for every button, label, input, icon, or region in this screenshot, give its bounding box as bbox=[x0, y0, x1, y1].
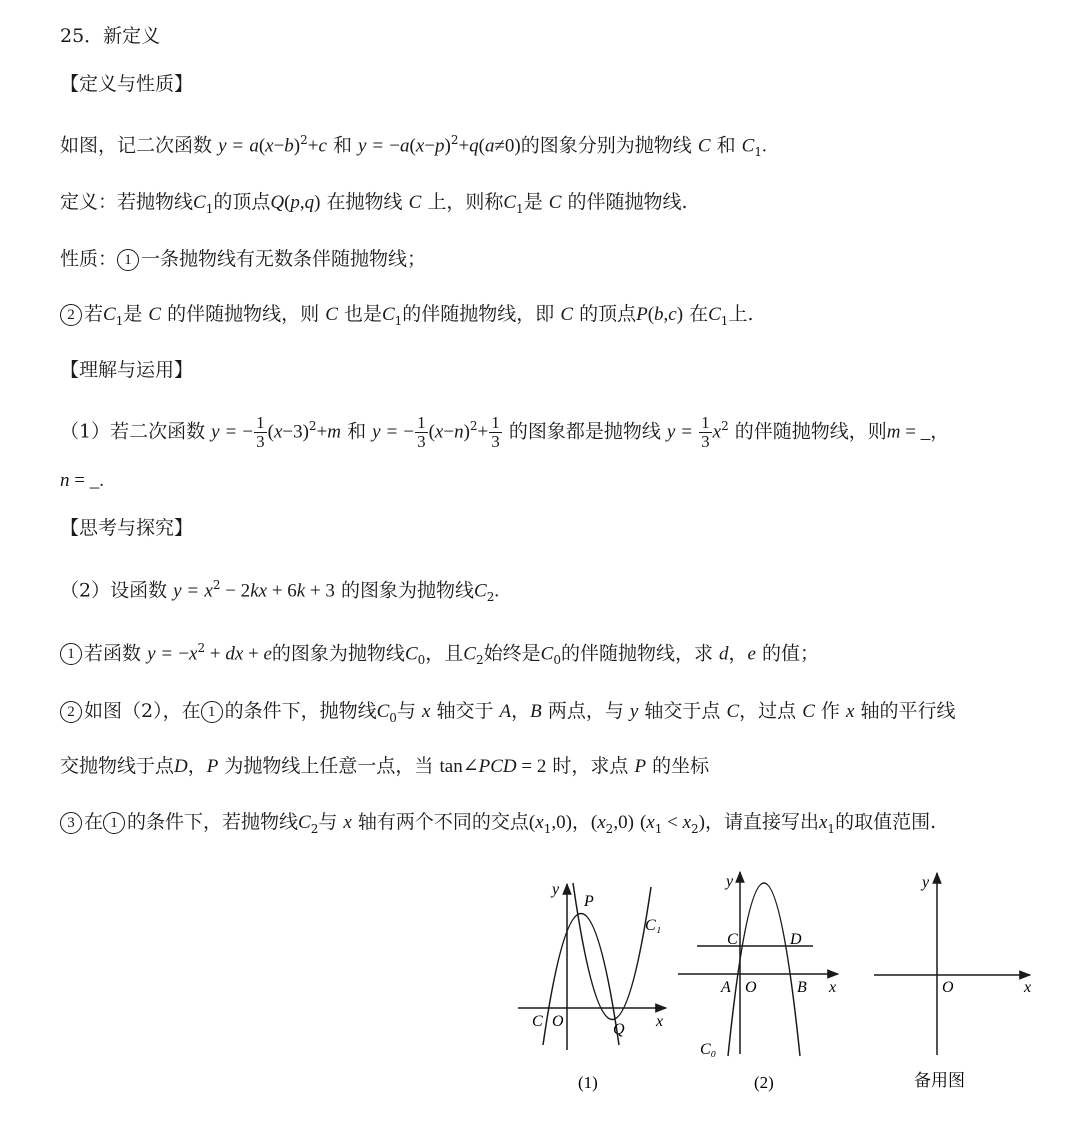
question-1: （1）若二次函数 y = − $\frac{1}{3}$ $(x-3)^2+m$ 和 y = − $\frac{1}{3}$ $(x-n)^2+$ $\frac{1}{3}$ 的图象都是抛物线 y = $\frac{1}{3}$ $x^2$ 的伴随抛物线，则m = _， bbox=[60, 412, 950, 451]
property-2: 2 若$C_1$是 C 的伴随抛物线，则 C 也是$C_1$的伴随抛物线，即 C 的顶点P(b,c) 在$C_1$上. bbox=[60, 300, 753, 335]
fig2-label-y: y bbox=[726, 873, 734, 890]
figure-1 bbox=[518, 883, 666, 1050]
question-2-part-3: 3 在 1 的条件下，若抛物线$C_2$与 x 轴有两个不同的交点$(x_1,0)$，$(x_2,0) (x_1 < x_2)$，请直接写出$x_1$的取值范围. bbox=[60, 808, 936, 843]
question-2-part-2-cont: 交抛物线于点D，P 为抛物线上任意一点，当 tan∠PCD = 2 时，求点 P 的坐标 bbox=[60, 755, 710, 777]
fig1-label-C: C bbox=[532, 1013, 543, 1030]
fig1-label-C1: C₁ bbox=[645, 917, 662, 934]
fig3-caption: 备用图 bbox=[914, 1071, 965, 1090]
fig1-caption: (1) bbox=[578, 1073, 598, 1092]
fig1-parabola-C1 bbox=[573, 883, 651, 1020]
intro-line: 如图，记二次函数 $y = a(x-b)^2+c$ 和 $y = -a(x-p)^2+q(a\ne 0)$的图象分别为抛物线 C 和 $C_1$. bbox=[60, 133, 767, 160]
question-2: （2）设函数 $y = x^2 - 2kx + 6k + 3$ 的图象为抛物线$C_2$. bbox=[60, 578, 500, 605]
fig3-label-y: y bbox=[922, 874, 930, 891]
question-1-cont: n = _. bbox=[60, 470, 104, 491]
fig2-caption: (2) bbox=[754, 1073, 774, 1092]
fig1-label-y: y bbox=[552, 881, 560, 898]
fig2-label-C: C bbox=[727, 931, 738, 948]
fig1-parabola-C bbox=[543, 914, 619, 1046]
fig1-label-x: x bbox=[656, 1013, 664, 1030]
fig2-label-D: D bbox=[790, 931, 802, 948]
fig1-label-P: P bbox=[584, 893, 594, 910]
fig1-label-Q: Q bbox=[613, 1021, 625, 1038]
fig1-label-O: O bbox=[552, 1013, 564, 1030]
property-1: 性质： 1 一条抛物线有无数条伴随抛物线； bbox=[60, 248, 427, 270]
question-2-part-1: 1 若函数 $y = -x^2$ + dx + e的图象为抛物线$C_0$，且$C_2$始终是$C_0$的伴随抛物线，求 d，e 的值； bbox=[60, 634, 819, 674]
question-2-part-2: 2 如图（2），在 1 的条件下，抛物线$C_0$与 x 轴交于 A，B 两点，与 y 轴交于点 C，过点 C 作 x 轴的平行线 bbox=[60, 697, 955, 732]
section-explore: 【思考与探究】 bbox=[60, 517, 194, 539]
fig2-label-O: O bbox=[745, 979, 757, 996]
fig2-parabola-C0 bbox=[728, 883, 800, 1056]
figure-3 bbox=[874, 873, 1030, 1055]
definition-line: 定义：若抛物线$C_1$的顶点Q(p,q) 在抛物线 C 上，则称$C_1$是 C 的伴随抛物线. bbox=[60, 191, 688, 216]
fig3-label-O: O bbox=[942, 979, 954, 996]
section-understand: 【理解与运用】 bbox=[60, 359, 194, 381]
fig2-label-C0: C₀ bbox=[700, 1041, 717, 1058]
fig2-label-A: A bbox=[721, 979, 731, 996]
section-definition: 【定义与性质】 bbox=[60, 73, 194, 95]
problem-header: 25．新定义 bbox=[60, 25, 161, 47]
figure-2 bbox=[678, 872, 838, 1056]
fig2-label-x: x bbox=[829, 979, 837, 996]
fig2-label-B: B bbox=[797, 979, 807, 996]
fig3-label-x: x bbox=[1024, 979, 1032, 996]
